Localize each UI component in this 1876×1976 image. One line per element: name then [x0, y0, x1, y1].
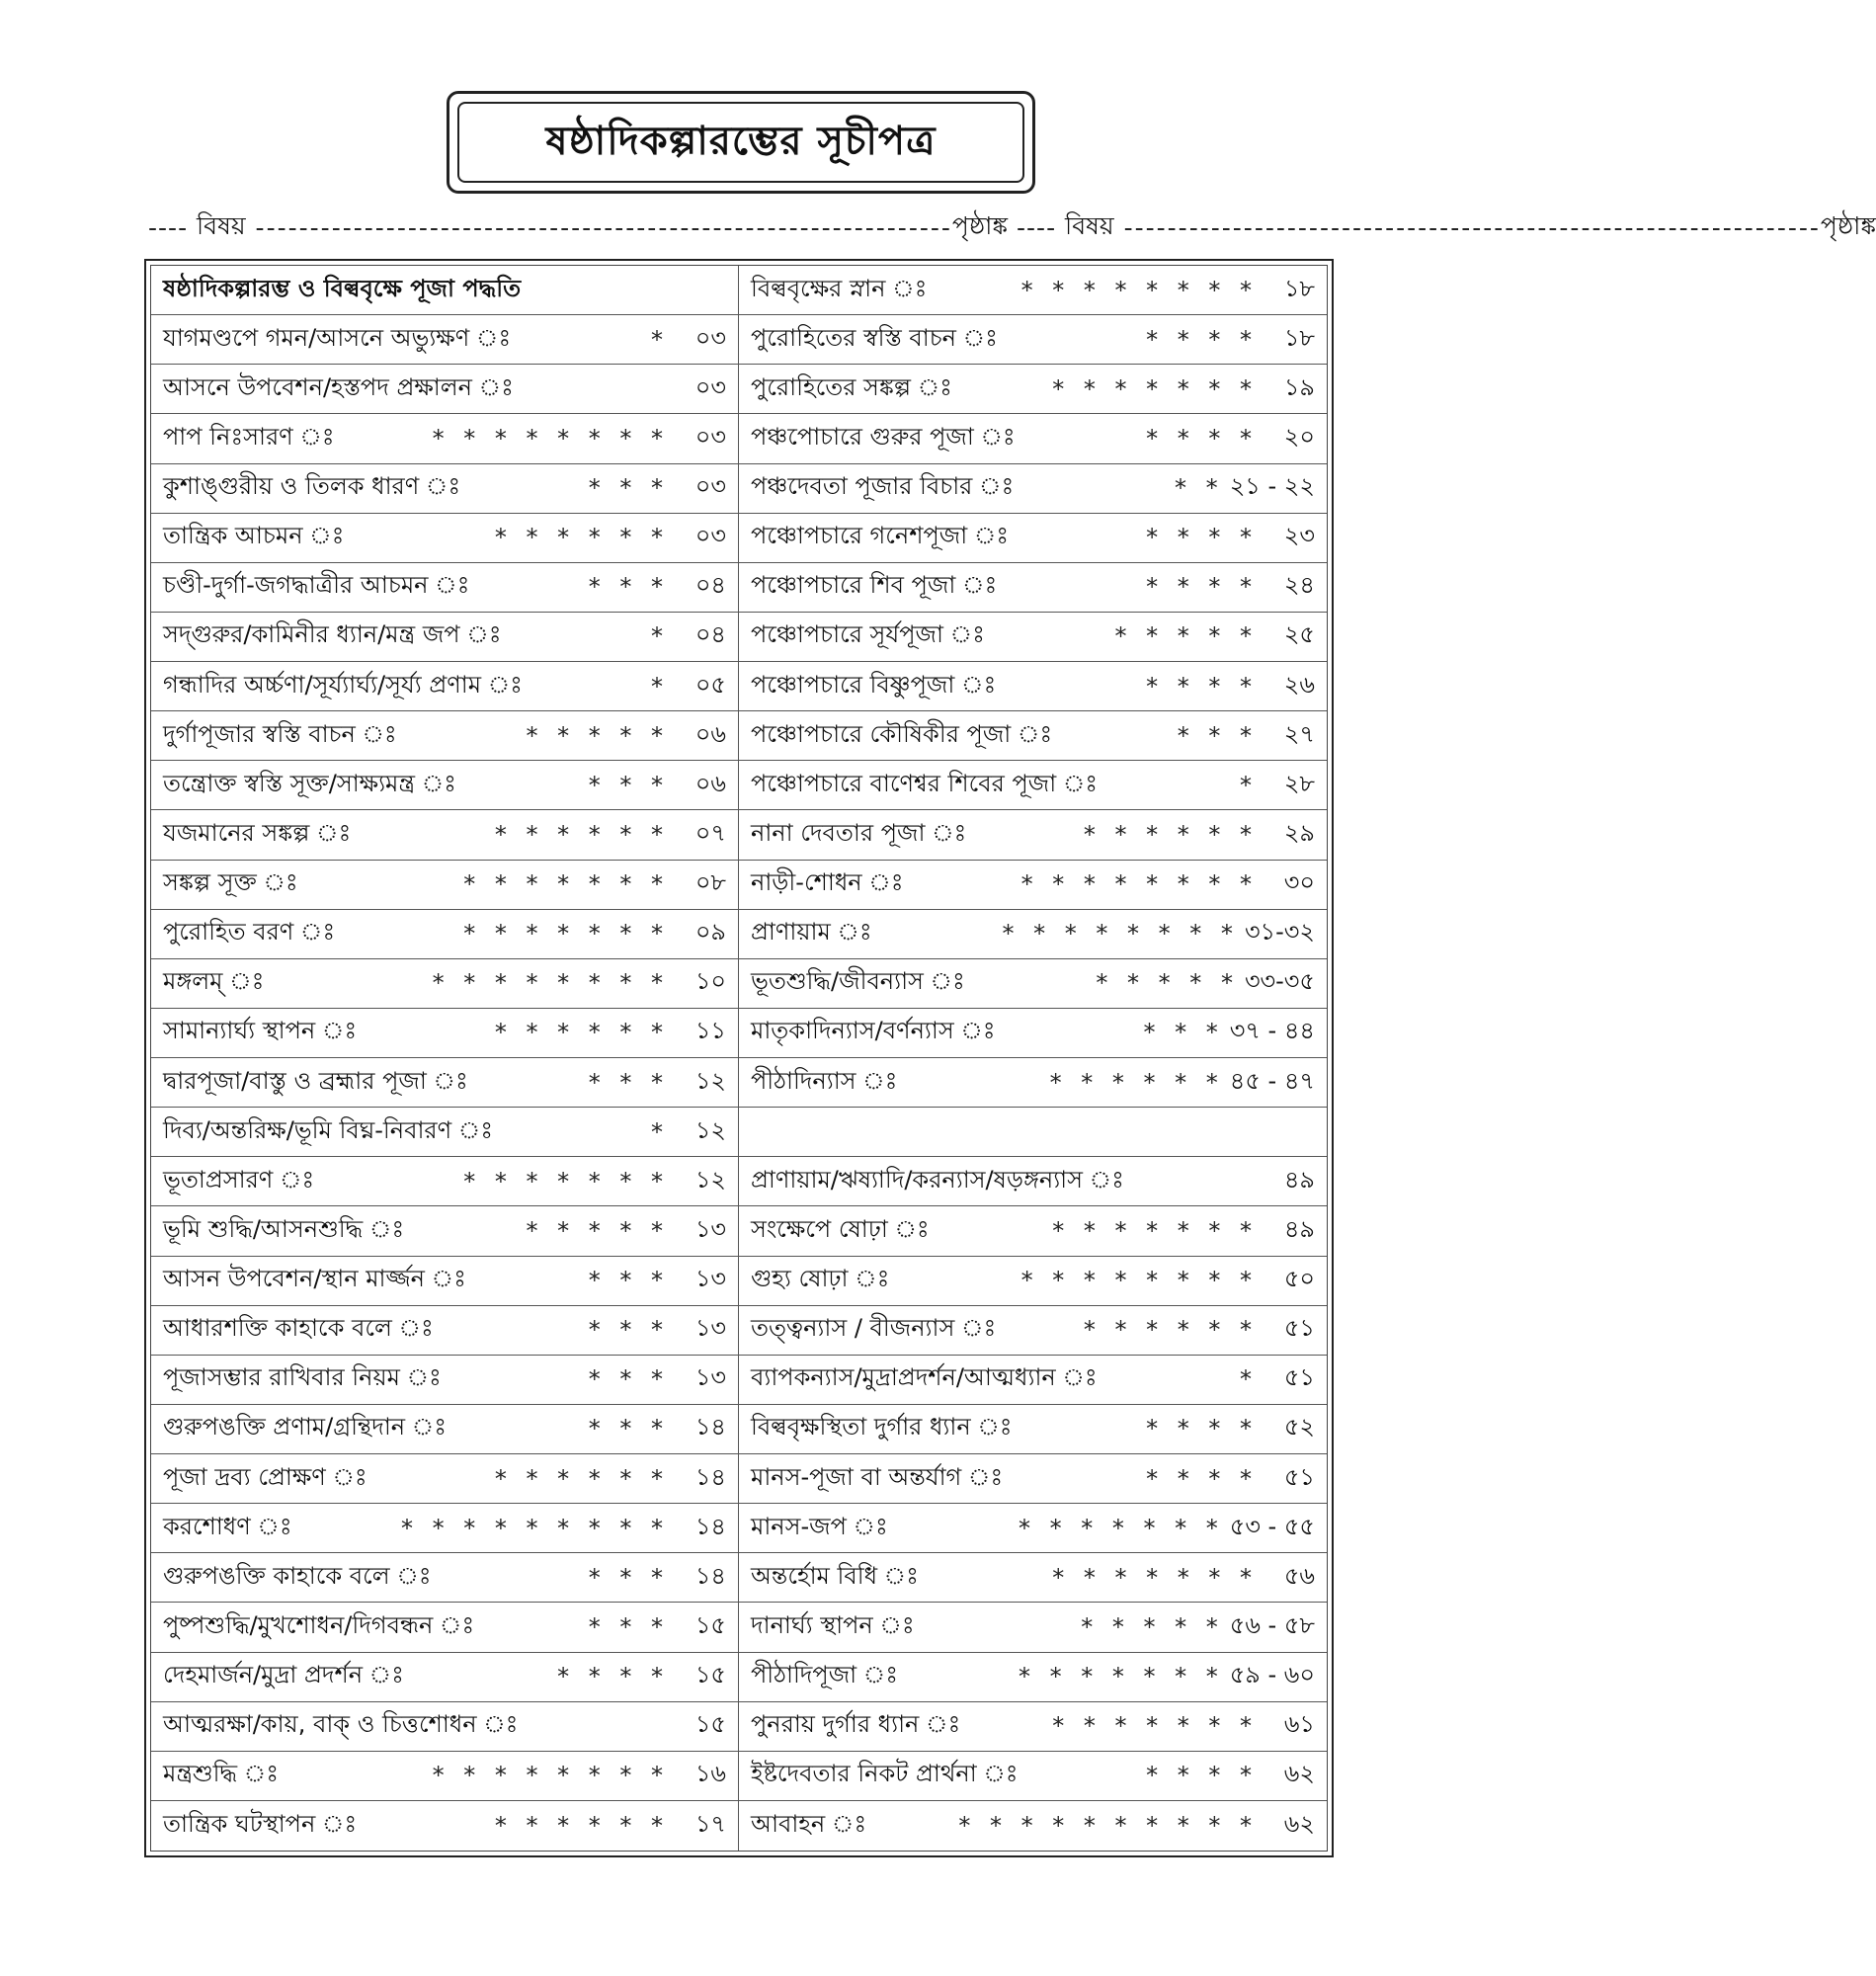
toc-topic: আত্মরক্ষা/কায়, বাক্ ও চিত্তশোধন ঃ — [163, 1710, 519, 1739]
toc-entry-left — [151, 1206, 739, 1256]
toc-dot-leader: * * * * * * * — [1052, 1216, 1258, 1245]
toc-dot-leader: * * * * * — [526, 721, 669, 750]
toc-topic: চণ্ডী-দুর্গা-জগদ্ধাত্রীর আচমন ঃ — [163, 571, 470, 600]
toc-page-number: ১৩ — [694, 1265, 726, 1293]
toc-dot-leader: * * * * — [1146, 1464, 1258, 1493]
toc-page-number: ১৭ — [694, 1809, 726, 1838]
toc-dot-leader: * * * * * * — [494, 524, 669, 552]
toc-topic: আসনে উপবেশন/হস্তপদ প্রক্ষালন ঃ — [163, 372, 514, 401]
toc-dot-leader: * * * * — [1146, 1762, 1258, 1790]
toc-page-number: ৪৫ - ৪৭ — [1229, 1066, 1315, 1095]
toc-dot-leader: * — [651, 1117, 669, 1146]
toc-topic: তন্ত্রোক্ত স্বস্তি সূক্ত/সাক্ষ্যমন্ত্র ঃ — [163, 769, 456, 797]
toc-entry-left — [151, 910, 739, 959]
toc-entry-left — [151, 1504, 739, 1553]
toc-page-number: ০৫ — [694, 670, 726, 699]
toc-entry-right — [739, 613, 1327, 662]
toc-topic: পুরোহিত বরণ ঃ — [163, 918, 336, 947]
toc-page-number: ২১ - ২২ — [1229, 472, 1315, 501]
toc-dot-leader: * * * * * * * — [1018, 1514, 1224, 1542]
header-dashes: ---- — [148, 212, 198, 242]
toc-entry-right — [739, 861, 1327, 910]
toc-entry-left — [151, 1058, 739, 1108]
toc-topic: আবাহন ঃ — [751, 1809, 867, 1838]
toc-dot-leader: * * * — [588, 1415, 669, 1443]
toc-entry-left — [151, 414, 739, 463]
toc-entry-left — [151, 1553, 739, 1603]
toc-dot-leader: * — [651, 325, 669, 354]
toc-page-number: ০৪ — [694, 571, 726, 600]
toc-entry-right — [739, 1653, 1327, 1702]
toc-dot-leader: * * * — [588, 1365, 669, 1394]
toc-page-number: ৪৯ — [1283, 1214, 1315, 1243]
toc-topic: ভূতশুদ্ধি/জীবন্যাস ঃ — [751, 967, 965, 996]
toc-entry-left — [151, 464, 739, 514]
toc-entry-right — [739, 1356, 1327, 1405]
toc-dot-leader: * * * * * * — [494, 1464, 669, 1493]
toc-page-number: ০৬ — [694, 719, 726, 748]
toc-entry-left — [151, 1801, 739, 1851]
toc-grid — [150, 265, 1328, 1852]
toc-page-number: ০৭ — [694, 818, 726, 847]
toc-topic: প্রাণায়াম/ঋষ্যাদি/করন্যাস/ষড়ঙ্গন্যাস ঃ — [751, 1165, 1124, 1194]
toc-entry-right — [739, 1405, 1327, 1454]
toc-page-number: ৩৭ - ৪৪ — [1229, 1017, 1315, 1045]
toc-topic: প্রাণায়াম ঃ — [751, 918, 872, 947]
header-topic-label-2: বিষয় — [1065, 210, 1114, 240]
toc-entry-right — [739, 662, 1327, 711]
toc-topic: নানা দেবতার পূজা ঃ — [751, 818, 967, 847]
toc-topic: আসন উপবেশন/স্থান মার্জ্জন ঃ — [163, 1265, 466, 1293]
toc-topic: মানস-জপ ঃ — [751, 1512, 888, 1540]
toc-entry-right — [739, 514, 1327, 563]
toc-page-number: ১৮ — [1283, 274, 1315, 302]
toc-topic: করশোধণ ঃ — [163, 1512, 292, 1540]
toc-topic: তান্ত্রিক আচমন ঃ — [163, 522, 345, 550]
header-dashes: ---- — [1008, 212, 1066, 242]
toc-topic: আধারশক্তি কাহাকে বলে ঃ — [163, 1314, 434, 1343]
page-title: ষষ্ঠাদিকল্পারম্ভের সূচীপত্র — [545, 118, 937, 164]
toc-page-number: ০৩ — [694, 372, 726, 401]
toc-dot-leader: * * * * * * * — [1052, 1563, 1258, 1592]
toc-topic: পঞ্চোপচারে শিব পূজা ঃ — [751, 571, 998, 600]
toc-table — [144, 259, 1334, 1857]
toc-entry-right — [739, 1801, 1327, 1851]
toc-topic: অন্তর্হোম বিধি ঃ — [751, 1561, 919, 1590]
toc-topic: পঞ্চপোচারে গুরুর পূজা ঃ — [751, 422, 1016, 451]
toc-page-number: ২৯ — [1283, 818, 1315, 847]
toc-entry-left — [151, 514, 739, 563]
toc-entry-left — [151, 761, 739, 810]
toc-page-number: ১৩ — [694, 1314, 726, 1343]
toc-entry-right — [739, 1058, 1327, 1108]
toc-entry-left — [151, 1108, 739, 1157]
toc-topic: তান্ত্রিক ঘটস্থাপন ঃ — [163, 1809, 358, 1838]
toc-dot-leader: * * * * * — [526, 1216, 669, 1245]
toc-dot-leader: * * * * * * * * — [432, 424, 669, 453]
toc-entry-right — [739, 1603, 1327, 1652]
toc-dot-leader: * * * * * * * * * * — [958, 1811, 1258, 1840]
toc-topic: দানার্ঘ্য স্থাপন ঃ — [751, 1610, 915, 1639]
toc-dot-leader: * * * * * * * * — [1020, 1267, 1258, 1295]
toc-dot-leader: * * * — [588, 1612, 669, 1641]
toc-dot-leader: * — [1240, 1365, 1258, 1394]
toc-entry-right — [739, 365, 1327, 414]
toc-dot-leader: * * * * — [557, 1663, 669, 1691]
toc-dot-leader: * * * * * — [1114, 622, 1258, 651]
toc-page-number: ২৬ — [1283, 670, 1315, 699]
toc-topic: ব্যাপকন্যাস/মুদ্রাপ্রদর্শন/আত্মধ্যান ঃ — [751, 1363, 1098, 1392]
toc-page-number: ১৪ — [694, 1462, 726, 1491]
toc-page-number: ১২ — [694, 1115, 726, 1144]
toc-dot-leader: * * * * * * * * — [432, 1762, 669, 1790]
toc-page-number: ১৩ — [694, 1214, 726, 1243]
toc-page-number: ৬২ — [1283, 1809, 1315, 1838]
toc-page-number: ০৩ — [694, 323, 726, 352]
toc-topic: পুষ্পশুদ্ধি/মুখশোধন/দিগবন্ধন ঃ — [163, 1610, 475, 1639]
toc-dot-leader: * * * — [588, 1068, 669, 1097]
toc-topic: মঙ্গলম্ ঃ — [163, 967, 265, 996]
toc-topic: মানস-পূজা বা অন্তর্যাগ ঃ — [751, 1462, 1004, 1491]
toc-page-number: ১৫ — [694, 1710, 726, 1739]
toc-dot-leader: * * * * * * * — [1052, 374, 1258, 403]
toc-topic: বিল্ববৃক্ষের স্নান ঃ — [751, 274, 928, 302]
toc-page-number: ০৩ — [694, 522, 726, 550]
toc-page-number: ২৫ — [1283, 620, 1315, 649]
toc-topic: পীঠাদিন্যাস ঃ — [751, 1066, 898, 1095]
toc-page-number: ৩৩-৩৫ — [1244, 967, 1315, 996]
toc-dot-leader: * * * * * * * * * — [400, 1514, 669, 1542]
toc-topic: যাগমণ্ডপে গমন/আসনে অভ্যুক্ষণ ঃ — [163, 323, 512, 352]
toc-entry-right — [739, 1702, 1327, 1752]
toc-page-number: ১৪ — [694, 1512, 726, 1540]
toc-dot-leader: * * * — [1177, 721, 1258, 750]
toc-topic: তত্ত্বন্যাস / বীজন্যাস ঃ — [751, 1314, 997, 1343]
toc-page-number: ৫০ — [1283, 1265, 1315, 1293]
toc-page-number: ৫৬ — [1283, 1561, 1315, 1590]
toc-dot-leader: * * * — [588, 1267, 669, 1295]
header-dash-fill: ---------------------------------------------------------------- — [1113, 212, 1821, 242]
toc-entry-left — [151, 1454, 739, 1504]
toc-entry-right — [739, 1108, 1327, 1157]
toc-page-number: ০৬ — [694, 769, 726, 797]
toc-page-number: ২৮ — [1283, 769, 1315, 797]
toc-entry-right — [739, 910, 1327, 959]
toc-entry-right — [739, 1206, 1327, 1256]
toc-topic: সংক্ষেপে ষোঢ়া ঃ — [751, 1214, 930, 1243]
toc-topic: মন্ত্রশুদ্ধি ঃ — [163, 1760, 280, 1788]
toc-topic: গন্ধাদির অর্চ্চণা/সূর্য্যার্ঘ্য/সূর্য্য প্রণাম ঃ — [163, 670, 523, 699]
toc-dot-leader: * * * * — [1146, 424, 1258, 453]
toc-entry-right — [739, 1553, 1327, 1603]
toc-page-number: ১০ — [694, 967, 726, 996]
toc-topic: সামান্যার্ঘ্য স্থাপন ঃ — [163, 1017, 358, 1045]
toc-entry-right — [739, 414, 1327, 463]
toc-entry-right — [739, 1454, 1327, 1504]
toc-page-number: ০৯ — [694, 918, 726, 947]
toc-topic: কুশাঙ্গুরীয় ও তিলক ধারণ ঃ — [163, 472, 461, 501]
toc-topic: ষষ্ঠাদিকল্পারম্ভ ও বিল্ববৃক্ষে পূজা পদ্ধতি — [163, 274, 522, 302]
toc-entry-left — [151, 563, 739, 613]
toc-dot-leader: * * * — [588, 474, 669, 503]
toc-dot-leader: * * * — [588, 1316, 669, 1345]
toc-page-number: ০৩ — [694, 472, 726, 501]
toc-entry-left — [151, 861, 739, 910]
toc-dot-leader: * * * * * * * * — [1002, 920, 1239, 948]
toc-dot-leader: * * * * — [1146, 1415, 1258, 1443]
toc-entry-left — [151, 365, 739, 414]
toc-entry-right — [739, 266, 1327, 315]
toc-entry-left — [151, 1356, 739, 1405]
toc-entry-left — [151, 711, 739, 761]
header-page-label-1: পৃষ্ঠাঙ্ক — [951, 210, 1009, 240]
toc-topic: পঞ্চোপচারে কৌষিকীর পূজা ঃ — [751, 719, 1053, 748]
toc-entry-right — [739, 1157, 1327, 1206]
toc-page-number: ১৪ — [694, 1413, 726, 1441]
toc-entry-left — [151, 1009, 739, 1058]
toc-topic: পীঠাদিপূজা ঃ — [751, 1661, 899, 1689]
toc-page-number: ২৩ — [1283, 522, 1315, 550]
toc-page-number: ৫১ — [1283, 1314, 1315, 1343]
toc-dot-leader: * * * * — [1146, 325, 1258, 354]
toc-topic: পাপ নিঃসারণ ঃ — [163, 422, 335, 451]
toc-topic: সদ্গুরুর/কামিনীর ধ্যান/মন্ত্র জপ ঃ — [163, 620, 502, 649]
toc-page-number: ১৪ — [694, 1561, 726, 1590]
toc-page-number: ২০ — [1283, 422, 1315, 451]
toc-dot-leader: * * * * * * * — [463, 870, 669, 899]
toc-entry-left — [151, 1653, 739, 1702]
toc-page-number: ১১ — [694, 1017, 726, 1045]
toc-page-number: ৫৩ - ৫৫ — [1229, 1512, 1315, 1540]
header-topic-label-1: বিষয় — [197, 210, 246, 240]
toc-dot-leader: * — [1240, 771, 1258, 799]
toc-dot-leader: * * * * — [1146, 672, 1258, 700]
toc-dot-leader: * * * * — [1146, 524, 1258, 552]
toc-entry-right — [739, 1504, 1327, 1553]
title-frame — [447, 91, 1035, 194]
toc-page-number: ১৫ — [694, 1661, 726, 1689]
toc-page-number: ৫৯ - ৬০ — [1229, 1661, 1315, 1689]
toc-dot-leader: * * * * * * — [1049, 1068, 1224, 1097]
toc-topic: পঞ্চদেবতা পূজার বিচার ঃ — [751, 472, 1015, 501]
toc-dot-leader: * * * * * * — [494, 820, 669, 849]
toc-entry-left — [151, 315, 739, 365]
toc-dot-leader: * * * * * * — [1083, 820, 1258, 849]
toc-dot-leader: * * * * * * * — [463, 920, 669, 948]
toc-topic: যজমানের সঙ্কল্প ঃ — [163, 818, 352, 847]
toc-dot-leader: * * * * * * * * — [1020, 870, 1258, 899]
toc-topic: পঞ্চোপচারে বিষ্ণুপূজা ঃ — [751, 670, 997, 699]
toc-dot-leader: * * * * * * — [494, 1811, 669, 1840]
toc-topic: দুর্গাপূজার স্বস্তি বাচন ঃ — [163, 719, 397, 748]
toc-dot-leader: * * * * * * * * — [1020, 276, 1258, 304]
toc-dot-leader: * * * * * — [1081, 1612, 1224, 1641]
toc-entry-right — [739, 315, 1327, 365]
toc-dot-leader: * * — [1175, 474, 1224, 503]
toc-dot-leader: * * * — [588, 1563, 669, 1592]
toc-topic: নাড়ী-শোধন ঃ — [751, 868, 904, 897]
toc-entry-left — [151, 266, 739, 315]
toc-entry-right — [739, 761, 1327, 810]
toc-topic: পূজা দ্রব্য প্রোক্ষণ ঃ — [163, 1462, 367, 1491]
toc-topic: পুনরায় দুর্গার ধ্যান ঃ — [751, 1710, 961, 1739]
toc-topic: পুরোহিতের সঙ্কল্প ঃ — [751, 372, 952, 401]
toc-page-number: ৫২ — [1283, 1413, 1315, 1441]
toc-page-number: ৪৯ — [1283, 1165, 1315, 1194]
toc-dot-leader: * * * * * * * * — [432, 969, 669, 998]
toc-topic: পঞ্চোপচারে বাণেশ্বর শিবের পূজা ঃ — [751, 769, 1099, 797]
toc-page-number: ১২ — [694, 1165, 726, 1194]
toc-entry-left — [151, 613, 739, 662]
toc-entry-left — [151, 959, 739, 1009]
toc-entry-right — [739, 563, 1327, 613]
toc-topic: পূজাসম্ভার রাখিবার নিয়ম ঃ — [163, 1363, 442, 1392]
toc-entry-left — [151, 1157, 739, 1206]
toc-page-number: ৫১ — [1283, 1462, 1315, 1491]
toc-dot-leader: * * * * — [1146, 573, 1258, 602]
toc-entry-left — [151, 1752, 739, 1801]
toc-topic: গুরুপঙক্তি কাহাকে বলে ঃ — [163, 1561, 432, 1590]
toc-entry-right — [739, 1257, 1327, 1306]
toc-page-number: ০৮ — [694, 868, 726, 897]
toc-entry-left — [151, 1257, 739, 1306]
toc-entry-left — [151, 810, 739, 860]
toc-dot-leader: * * * * * * — [494, 1019, 669, 1047]
toc-dot-leader: * * * * * * * — [1018, 1663, 1224, 1691]
toc-dot-leader: * * * — [588, 771, 669, 799]
title-frame-inner — [457, 102, 1024, 183]
header-dash-fill: ---------------------------------------------------------------- — [245, 212, 952, 242]
toc-entry-right — [739, 1306, 1327, 1356]
toc-page-number: ১৫ — [694, 1610, 726, 1639]
toc-topic: গুহ্য ষোঢ়া ঃ — [751, 1265, 890, 1293]
header-page-label-2: পৃষ্ঠাঙ্ক — [1820, 210, 1876, 240]
toc-topic: ভূতাপ্রসারণ ঃ — [163, 1165, 315, 1194]
toc-entry-left — [151, 662, 739, 711]
toc-entry-left — [151, 1306, 739, 1356]
toc-topic: মাতৃকাদিন্যাস/বর্ণন্যাস ঃ — [751, 1017, 996, 1045]
toc-entry-right — [739, 959, 1327, 1009]
toc-entry-left — [151, 1603, 739, 1652]
toc-page-number: ০৪ — [694, 620, 726, 649]
toc-topic: সঙ্কল্প সূক্ত ঃ — [163, 868, 298, 897]
toc-page-number: ১৩ — [694, 1363, 726, 1392]
toc-entry-right — [739, 1009, 1327, 1058]
toc-dot-leader: * — [651, 622, 669, 651]
toc-page-number: ০৩ — [694, 422, 726, 451]
toc-topic: পঞ্চোপচারে গনেশপূজা ঃ — [751, 522, 1010, 550]
toc-topic: ইষ্টদেবতার নিকট প্রার্থনা ঃ — [751, 1760, 1019, 1788]
column-header — [148, 207, 1876, 247]
toc-page-number: ১৬ — [694, 1760, 726, 1788]
toc-page-number: ১৯ — [1283, 372, 1315, 401]
toc-dot-leader: * — [651, 672, 669, 700]
toc-page-number: ২৭ — [1283, 719, 1315, 748]
toc-topic: পঞ্চোপচারে সূর্যপূজা ঃ — [751, 620, 985, 649]
toc-page-number: ৫৬ - ৫৮ — [1229, 1610, 1315, 1639]
toc-dot-leader: * * * * * * — [1083, 1316, 1258, 1345]
toc-page-number: ৫১ — [1283, 1363, 1315, 1392]
toc-dot-leader: * * * * * * * — [463, 1167, 669, 1195]
toc-entry-right — [739, 810, 1327, 860]
toc-topic: দিব্য/অন্তরিক্ষ/ভূমি বিঘ্ন-নিবারণ ঃ — [163, 1115, 494, 1144]
toc-page-number: ৩০ — [1283, 868, 1315, 897]
toc-topic: দ্বারপূজা/বাস্তু ও ব্রহ্মার পূজা ঃ — [163, 1066, 468, 1095]
toc-page-number: ১২ — [694, 1066, 726, 1095]
toc-dot-leader: * * * * * * * — [1052, 1712, 1258, 1741]
toc-topic: দেহমার্জন/মুদ্রা প্রদর্শন ঃ — [163, 1661, 404, 1689]
toc-page-number: ৩১-৩২ — [1244, 918, 1315, 947]
toc-page-number: ৬১ — [1283, 1710, 1315, 1739]
toc-dot-leader: * * * — [588, 573, 669, 602]
toc-entry-right — [739, 711, 1327, 761]
toc-page-number: ৬২ — [1283, 1760, 1315, 1788]
toc-entry-right — [739, 464, 1327, 514]
toc-topic: ভূমি শুদ্ধি/আসনশুদ্ধি ঃ — [163, 1214, 405, 1243]
toc-page-number: ২৪ — [1283, 571, 1315, 600]
toc-entry-right — [739, 1752, 1327, 1801]
toc-entry-left — [151, 1702, 739, 1752]
toc-dot-leader: * * * — [1143, 1019, 1224, 1047]
toc-topic: বিল্ববৃক্ষস্থিতা দুর্গার ধ্যান ঃ — [751, 1413, 1013, 1441]
toc-topic: পুরোহিতের স্বস্তি বাচন ঃ — [751, 323, 998, 352]
toc-page-number: ১৮ — [1283, 323, 1315, 352]
toc-topic: গুরুপঙক্তি প্রণাম/গ্রন্থিদান ঃ — [163, 1413, 448, 1441]
toc-entry-left — [151, 1405, 739, 1454]
toc-dot-leader: * * * * * — [1096, 969, 1239, 998]
